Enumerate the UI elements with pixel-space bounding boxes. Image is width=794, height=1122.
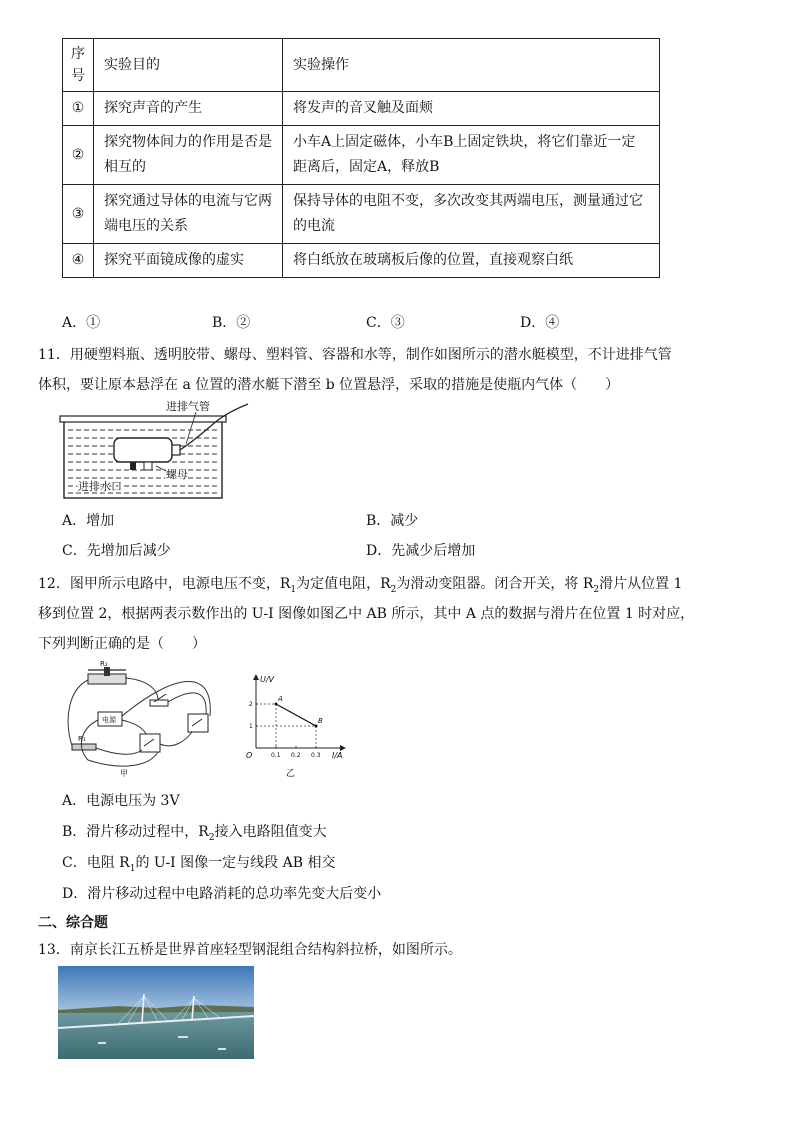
container-rim bbox=[60, 416, 226, 422]
q12-option-c[interactable] bbox=[62, 852, 335, 874]
nut-icon bbox=[130, 462, 136, 470]
voltmeter-icon bbox=[188, 714, 208, 732]
subscript: 2 bbox=[208, 832, 215, 843]
q12-text: 滑片从位置 1 bbox=[599, 576, 683, 592]
label-nut: 螺母 bbox=[166, 468, 188, 481]
experiment-table bbox=[62, 38, 660, 278]
y-tick-label: 1 bbox=[249, 723, 253, 730]
x-tick-label: 0.3 bbox=[311, 752, 321, 759]
switch-icon bbox=[150, 700, 168, 706]
q12-option-b[interactable] bbox=[62, 821, 327, 843]
point-label: A bbox=[278, 695, 283, 703]
table-row bbox=[63, 126, 660, 185]
label-battery: 电源 bbox=[102, 716, 116, 724]
x-tick-label: 0.1 bbox=[271, 752, 281, 759]
section-heading: 二、综合题 bbox=[38, 915, 108, 931]
table-row bbox=[63, 244, 660, 278]
q11-stem-line2: 体积，要让原本悬浮在 a 位置的潜水艇下潜至 b 位置悬浮，采取的措施是使瓶内气体（ ） bbox=[38, 377, 620, 393]
x-tick-label: 0.2 bbox=[291, 752, 301, 759]
origin-label: O bbox=[246, 751, 253, 760]
q12-text: 为定值电阻，R bbox=[296, 576, 391, 592]
q12-option-a[interactable]: A．电源电压为 3V bbox=[62, 793, 180, 809]
submarine-figure bbox=[58, 398, 253, 502]
q12-stem-line2: 移到位置 2，根据两表示数作出的 U-I 图像如图乙中 AB 所示，其中 A 点的数据与滑片在位置 1 时对应， bbox=[38, 606, 695, 622]
y-axis-label: U/V bbox=[260, 675, 275, 684]
caption-jia: 甲 bbox=[120, 769, 128, 778]
nut-icon bbox=[144, 462, 152, 470]
y-axis-arrow bbox=[253, 674, 259, 680]
header-goal: 实验目的 bbox=[94, 39, 283, 92]
header-index: 序号 bbox=[63, 39, 94, 92]
subscript: 1 bbox=[290, 584, 297, 595]
point-label: B bbox=[318, 717, 323, 725]
option-text: C．电阻 R bbox=[62, 855, 130, 871]
label-air-tube: 进排气管 bbox=[166, 400, 210, 413]
table-row bbox=[63, 92, 660, 126]
q11-option-a[interactable]: A．增加 bbox=[62, 513, 115, 529]
q10-option-b[interactable]: B．② bbox=[212, 315, 251, 331]
q11-option-d[interactable]: D．先减少后增加 bbox=[366, 543, 476, 559]
q12-stem-line1 bbox=[38, 573, 682, 595]
table-header-row bbox=[63, 39, 660, 92]
boat bbox=[178, 1036, 188, 1038]
row-goal: 探究声音的产生 bbox=[94, 92, 283, 126]
header-operation: 实验操作 bbox=[283, 39, 660, 92]
ammeter-icon bbox=[140, 734, 160, 752]
q11-option-b[interactable]: B．减少 bbox=[366, 513, 419, 529]
caption-yi: 乙 bbox=[286, 769, 296, 778]
q10-option-c[interactable]: C．③ bbox=[366, 315, 405, 331]
q10-option-a[interactable]: A．① bbox=[62, 315, 101, 331]
q12-text: 12．图甲所示电路中，电源电压不变，R bbox=[38, 576, 291, 592]
option-text: 接入电路阻值变大 bbox=[214, 824, 327, 840]
row-index: ① bbox=[63, 92, 94, 126]
q11-stem-line1: 11．用硬塑料瓶、透明胶带、螺母、塑料管、容器和水等，制作如图所示的潜水艇模型，不计进排气管 bbox=[38, 347, 672, 363]
resistor-r1 bbox=[72, 744, 96, 750]
q11-option-c[interactable]: C．先增加后减少 bbox=[62, 543, 171, 559]
row-operation: 小车A上固定磁体，小车B上固定铁块，将它们靠近一定距离后，固定A，释放B bbox=[283, 126, 660, 185]
row-index: ③ bbox=[63, 185, 94, 244]
option-text: 的 U-I 图像一定与线段 AB 相交 bbox=[135, 855, 336, 871]
series-line-ab bbox=[276, 704, 316, 726]
row-goal: 探究平面镜成像的虚实 bbox=[94, 244, 283, 278]
label-water-inlet: 进排水口 bbox=[78, 480, 122, 493]
option-text: B．滑片移动过程中，R bbox=[62, 824, 209, 840]
bottle bbox=[114, 438, 172, 462]
row-goal: 探究通过导体的电流与它两端电压的关系 bbox=[94, 185, 283, 244]
boat bbox=[98, 1042, 106, 1044]
row-index: ④ bbox=[63, 244, 94, 278]
bottle-neck bbox=[172, 445, 180, 455]
label-r2: R₂ bbox=[100, 660, 108, 668]
y-tick-label: 2 bbox=[249, 701, 253, 708]
label-r1: R₁ bbox=[78, 735, 86, 743]
row-goal: 探究物体间力的作用是否是相互的 bbox=[94, 126, 283, 185]
row-operation: 保持导体的电阻不变，多次改变其两端电压，测量通过它的电流 bbox=[283, 185, 660, 244]
subscript: 1 bbox=[129, 863, 136, 874]
row-operation: 将发声的音叉触及面颊 bbox=[283, 92, 660, 126]
subscript: 2 bbox=[390, 584, 397, 595]
ui-graph bbox=[236, 672, 346, 778]
circuit-figure bbox=[58, 660, 218, 780]
q12-text: 为滑动变阻器。闭合开关，将 R bbox=[396, 576, 594, 592]
q13-stem: 13．南京长江五桥是世界首座轻型钢混组合结构斜拉桥，如图所示。 bbox=[38, 942, 462, 958]
rheostat-slider bbox=[104, 667, 110, 676]
row-index: ② bbox=[63, 126, 94, 185]
boat bbox=[218, 1048, 226, 1050]
q10-option-d[interactable]: D．④ bbox=[520, 315, 560, 331]
row-operation: 将白纸放在玻璃板后像的位置，直接观察白纸 bbox=[283, 244, 660, 278]
subscript: 2 bbox=[593, 584, 600, 595]
q12-stem-line3: 下列判断正确的是（ ） bbox=[38, 636, 206, 652]
bridge-photo bbox=[58, 966, 254, 1059]
table-row bbox=[63, 185, 660, 244]
q12-option-d[interactable]: D．滑片移动过程中电路消耗的总功率先变大后变小 bbox=[62, 886, 382, 902]
x-axis-label: I/A bbox=[332, 751, 343, 760]
